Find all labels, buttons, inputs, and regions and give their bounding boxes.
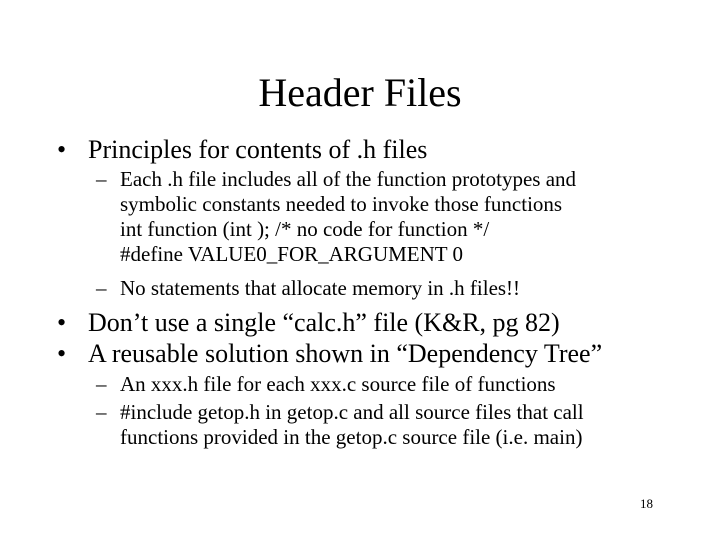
page-number: 18 [640, 496, 653, 511]
dash-marker: – [96, 372, 107, 396]
subitem-line: functions provided in the getop.c source file (i.e. main) [120, 425, 583, 449]
dash-marker: – [96, 167, 107, 191]
bullet-marker: • [57, 135, 67, 164]
subitem-line: An xxx.h file for each xxx.c source file of functions [120, 372, 556, 396]
code-line-prototype: int function (int ); /* no code for function */ [120, 217, 490, 241]
dash-marker: – [96, 400, 107, 424]
bullet-principles: Principles for contents of .h files [88, 135, 428, 164]
code-line-define: #define VALUE0_FOR_ARGUMENT 0 [120, 242, 464, 266]
bullet-marker: • [57, 339, 67, 368]
subitem-line: Each .h file includes all of the function prototypes and [120, 167, 577, 191]
bullet-marker: • [57, 308, 67, 337]
bullet-calc-h: Don’t use a single “calc.h” file (K&R, pg 82) [88, 308, 560, 337]
dash-marker: – [96, 276, 107, 300]
slide-title: Header Files [258, 70, 462, 115]
bullet-reusable-solution: A reusable solution shown in “Dependency Tree” [88, 339, 603, 368]
subitem-line: symbolic constants needed to invoke those functions [120, 192, 563, 216]
subitem-line: No statements that allocate memory in .h files!! [120, 276, 521, 300]
subitem-line: #include getop.h in getop.c and all source files that call [120, 400, 584, 424]
